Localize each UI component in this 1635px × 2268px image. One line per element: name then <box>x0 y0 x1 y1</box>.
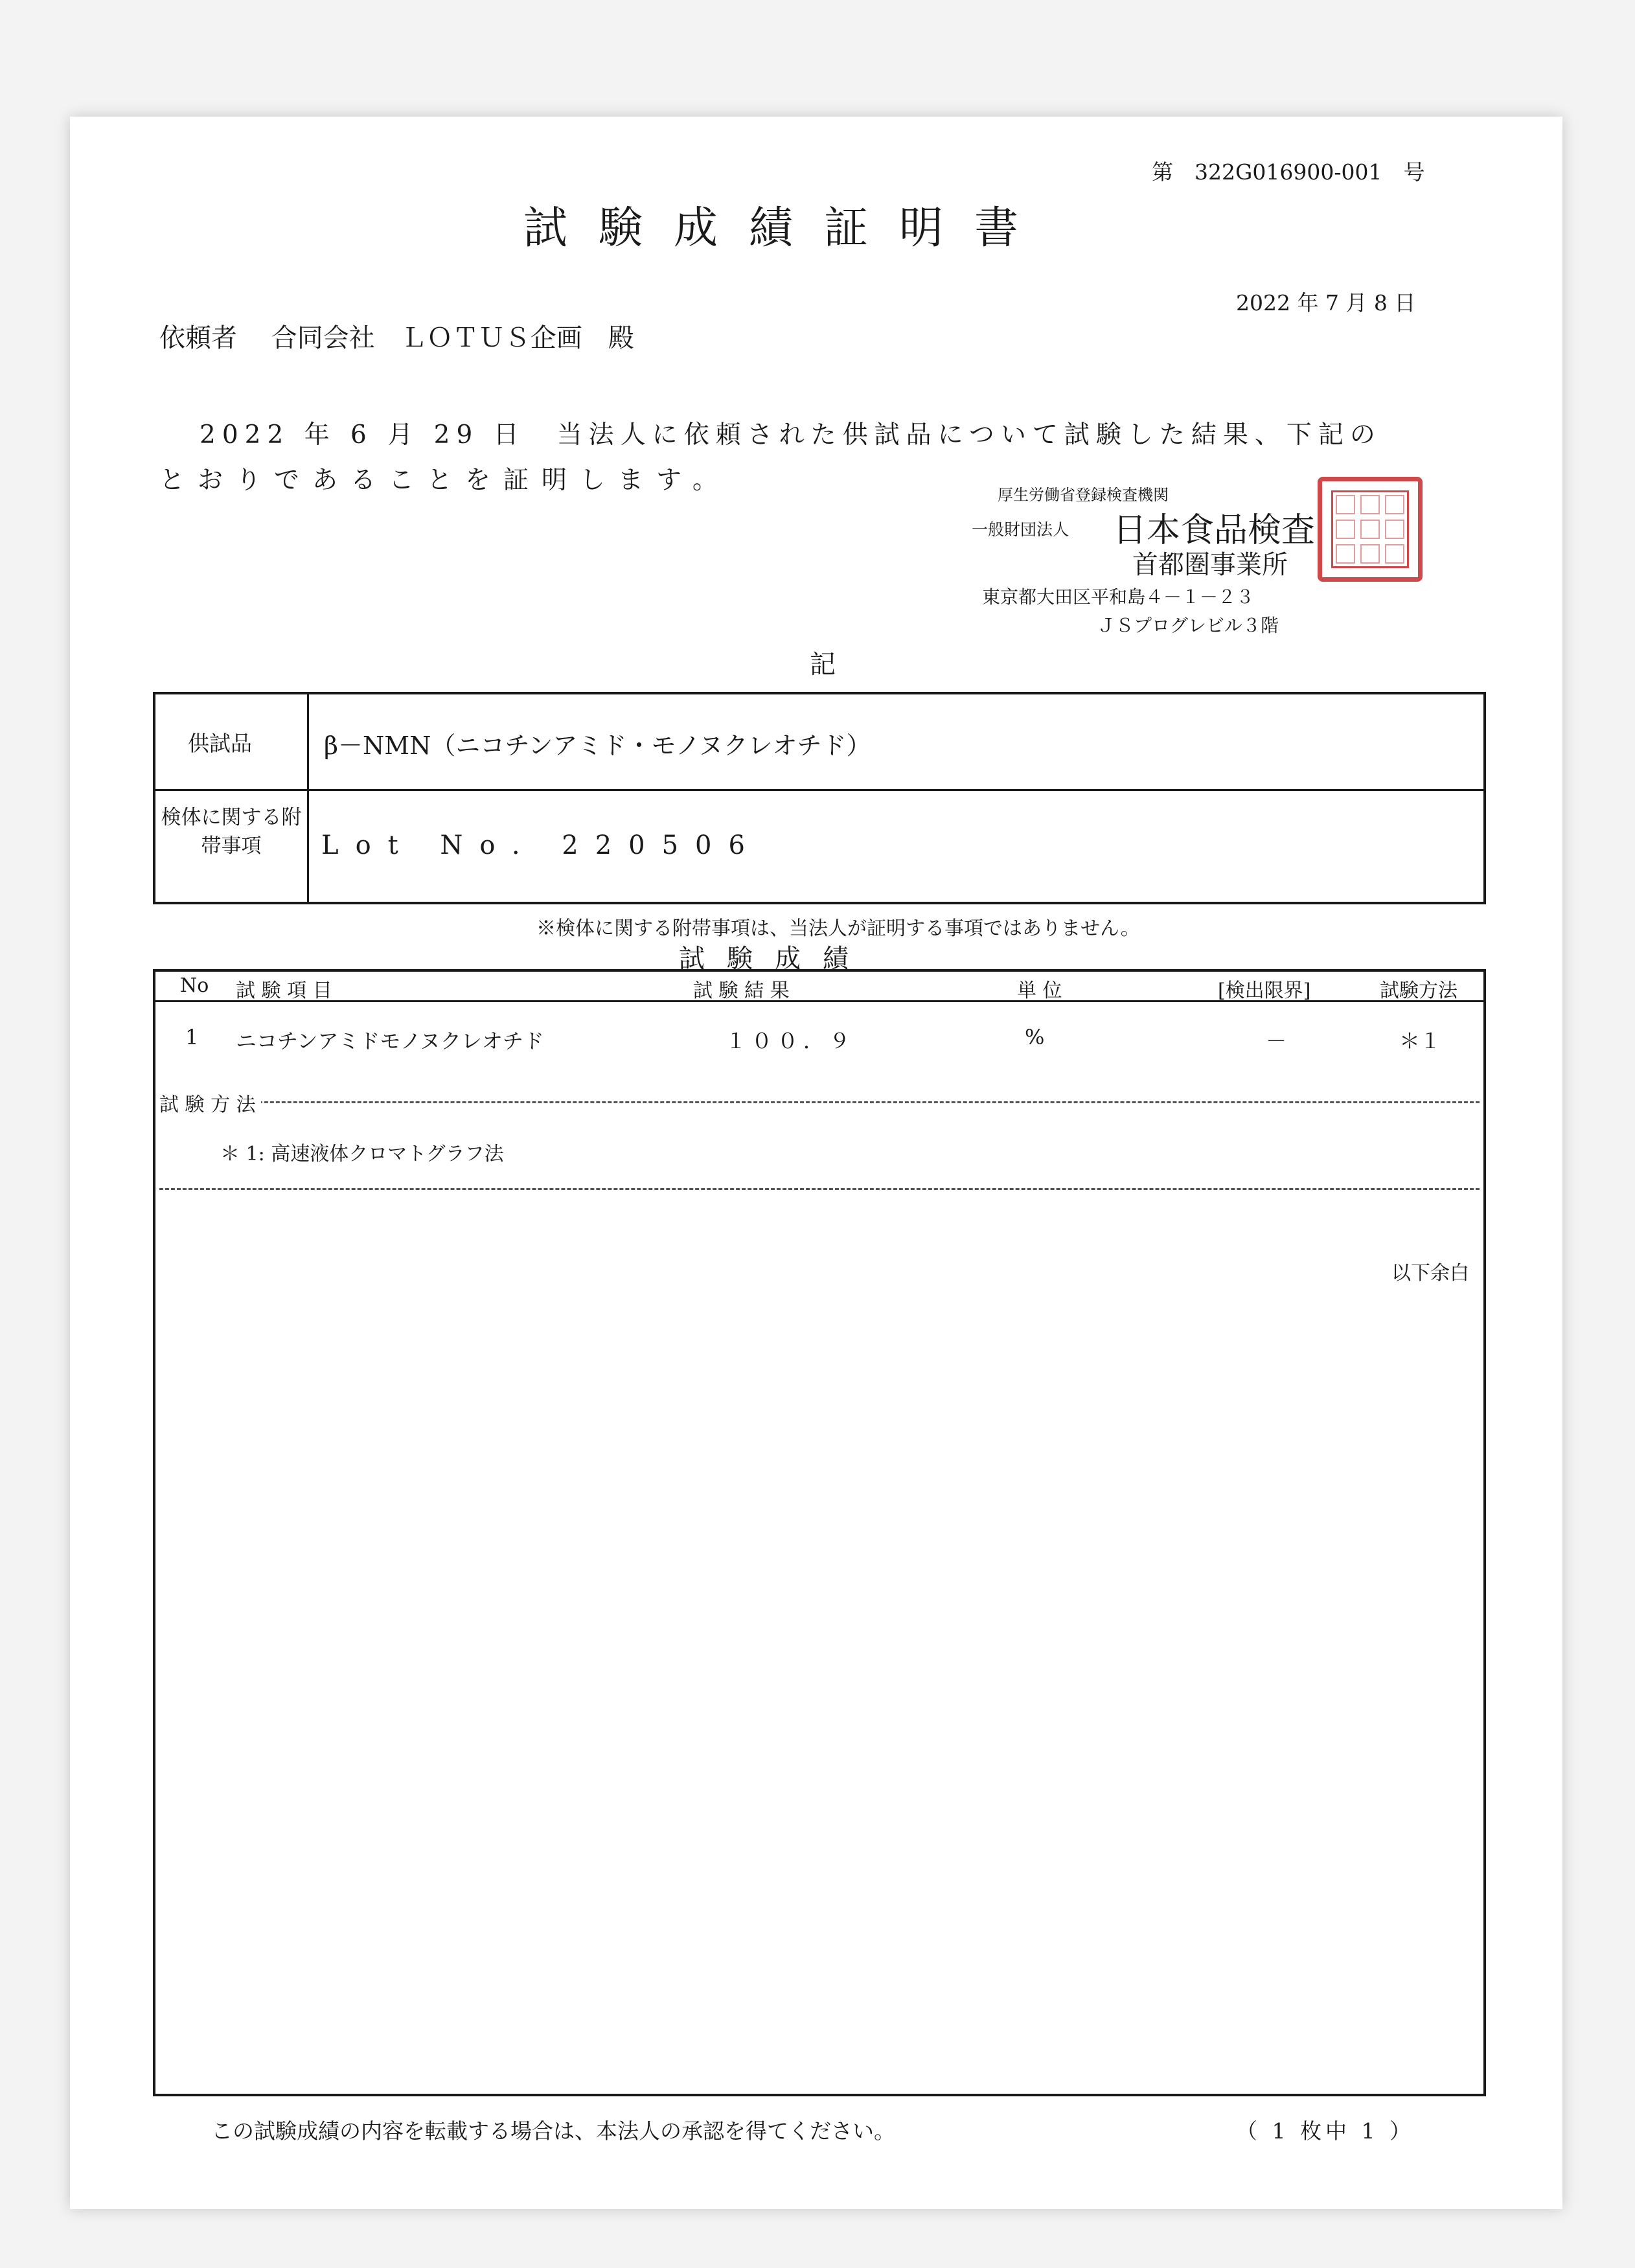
statement-line-2: とおりであることを証明します。 <box>159 466 731 495</box>
row-item: ニコチンアミドモノヌクレオチド <box>236 1029 544 1053</box>
sample-value: β－NMN（ニコチンアミド・モノヌクレオチド） <box>324 731 871 760</box>
row-no: 1 <box>185 1025 199 1049</box>
issue-date: 2022 年 7 月 8 日 <box>1236 290 1416 315</box>
header-unit: 単 位 <box>1017 979 1062 1002</box>
issuer-office: 首都圏事業所 <box>1132 550 1288 580</box>
section-divider <box>159 1188 1480 1190</box>
page-count: （ 1 枚中 1 ） <box>1236 2118 1415 2144</box>
certificate-number: 第 322G016900-001 号 <box>1152 159 1425 185</box>
header-method: 試験方法 <box>1380 979 1458 1002</box>
sample-label: 供試品 <box>188 731 252 756</box>
official-seal-stamp <box>1318 477 1423 582</box>
results-heading: 試験成績 <box>679 944 871 974</box>
document-title: 試験成績証明書 <box>523 203 1050 254</box>
results-table <box>153 969 1486 2096</box>
header-result: 試 験 結 果 <box>693 979 790 1002</box>
statement-line-1: 2022 年 6 月 29 日 当法人に依頼された供試品について試験した結果、下記の <box>200 420 1382 450</box>
issuer-address-1: 東京都大田区平和島４－１－２３ <box>982 586 1255 608</box>
sample-row <box>155 694 1483 791</box>
row-result: １００．９ <box>726 1029 856 1053</box>
row-method: ＊１ <box>1399 1029 1441 1053</box>
sample-info-table <box>153 692 1486 904</box>
results-header-row <box>155 972 1483 1002</box>
row-unit: % <box>1025 1025 1045 1049</box>
row-limit: － <box>1266 1029 1287 1053</box>
client-name: 依頼者 合同会社 ＬＯＴＵＳ企画 殿 <box>159 323 634 353</box>
footer-note: この試験成績の内容を転載する場合は、本法人の承認を得てください。 <box>211 2118 895 2144</box>
header-item: 試 験 項 目 <box>236 979 332 1002</box>
ki-heading: 記 <box>810 650 836 680</box>
issuer-address-2: ＪＳプログレビル３階 <box>1097 615 1279 636</box>
certificate-page <box>70 117 1562 2209</box>
header-no: No <box>180 974 209 997</box>
method-note: ＊ 1: 高速液体クロマトグラフ法 <box>220 1143 504 1165</box>
sample-note: ※検体に関する附帯事項は、当法人が証明する事項ではありません。 <box>536 917 1140 940</box>
method-divider <box>159 1101 1480 1103</box>
remaining-blank-note: 以下余白 <box>1391 1262 1469 1285</box>
lot-label: 検体に関する附帯事項 <box>161 806 302 858</box>
issuer-registration: 厚生労働省登録検査機関 <box>998 486 1169 504</box>
lot-value: Lot No. 220506 <box>321 830 762 860</box>
issuer-org-type: 一般財団法人 <box>972 520 1069 539</box>
seal-pattern <box>1331 490 1409 568</box>
lot-row <box>155 789 1483 904</box>
method-label: 試 験 方 法 <box>159 1088 261 1117</box>
header-limit: [検出限界] <box>1218 979 1311 1002</box>
issuer-org-name: 日本食品検査 <box>1113 511 1316 550</box>
